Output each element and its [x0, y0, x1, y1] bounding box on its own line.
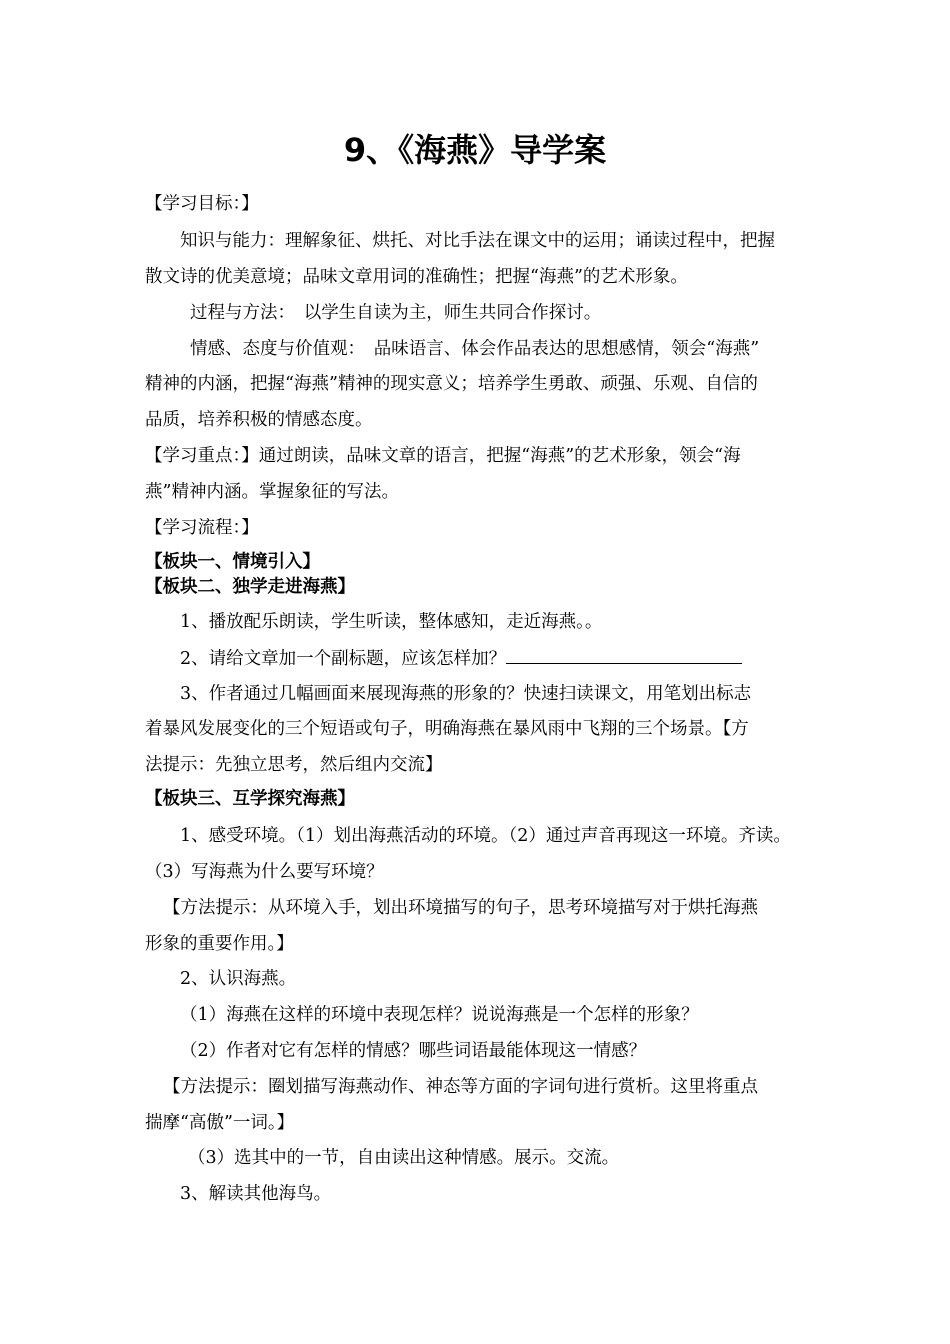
section-heading-process: 【学习流程：】	[145, 518, 259, 538]
block-heading-1: 【板块一、情境引入】	[145, 552, 320, 572]
paragraph-line: 过程与方法： 以学生自读为主，师生共同合作探讨。	[190, 303, 602, 323]
document-title: 9、《海燕》导学案	[343, 131, 607, 169]
paragraph-line: 燕”精神内涵。掌握象征的写法。	[145, 482, 399, 502]
paragraph-line: 知识与能力：理解象征、烘托、对比手法在课文中的运用；诵读过程中，把握	[180, 231, 775, 251]
list-item: 2、认识海燕。	[180, 969, 297, 989]
paragraph-line: 精神的内涵，把握“海燕”精神的现实意义；培养学生勇敢、顽强、乐观、自信的	[145, 374, 758, 394]
block-heading-2: 【板块二、独学走进海燕】	[145, 577, 355, 597]
paragraph-line: 形象的重要作用。】	[145, 934, 294, 954]
block-heading-3: 【板块三、互学探究海燕】	[145, 789, 355, 809]
list-item: 3、解读其他海鸟。	[180, 1184, 332, 1204]
paragraph-line: 着暴风发展变化的三个短语或句子，明确海燕在暴风雨中飞翔的三个场景。【方	[145, 719, 749, 739]
method-hint: 【方法提示：圈划描写海燕动作、神态等方面的字词句进行赏析。这里将重点	[163, 1077, 758, 1097]
list-item: （2）作者对它有怎样的情感？哪些词语最能体现这一情感？	[180, 1041, 647, 1061]
method-hint: 【方法提示：从环境入手，划出环境描写的句子，思考环境描写对于烘托海燕	[163, 898, 758, 918]
paragraph-line: 品质，培养积极的情感态度。	[145, 410, 373, 430]
list-item: 3、作者通过几幅画面来展现海燕的形象的？快速扫读课文，用笔划出标志	[180, 684, 752, 704]
paragraph-line: 揣摩“高傲”一词。】	[145, 1113, 295, 1133]
paragraph-line: 情感、态度与价值观： 品味语言、体会作品表达的思想感情，领会“海燕”	[190, 339, 760, 359]
section-heading-objectives: 【学习目标：】	[145, 194, 259, 214]
answer-blank	[506, 645, 742, 664]
section-heading-focus: 【学习重点：】通过朗读，品味文章的语言，把握“海燕”的艺术形象，领会“海	[145, 446, 741, 466]
list-item	[180, 645, 742, 672]
list-item: 1、播放配乐朗读，学生听读，整体感知，走近海燕。。	[180, 612, 603, 632]
paragraph-line: （3）写海燕为什么要写环境？	[145, 862, 384, 882]
paragraph-line: 法提示：先独立思考，然后组内交流】	[145, 755, 443, 775]
list-item: （1）海燕在这样的环境中表现怎样？说说海燕是一个怎样的形象？	[180, 1005, 699, 1025]
list-item: 1、感受环境。（1）划出海燕活动的环境。（2）通过声音再现这一环境。齐读。	[180, 826, 791, 846]
question-text: 2、请给文章加一个副标题，应该怎样加？	[180, 649, 507, 669]
paragraph-line: 散文诗的优美意境；品味文章用词的准确性；把握“海燕”的艺术形象。	[145, 267, 688, 287]
list-item: （3）选其中的一节，自由读出这种情感。展示。交流。	[188, 1148, 620, 1168]
